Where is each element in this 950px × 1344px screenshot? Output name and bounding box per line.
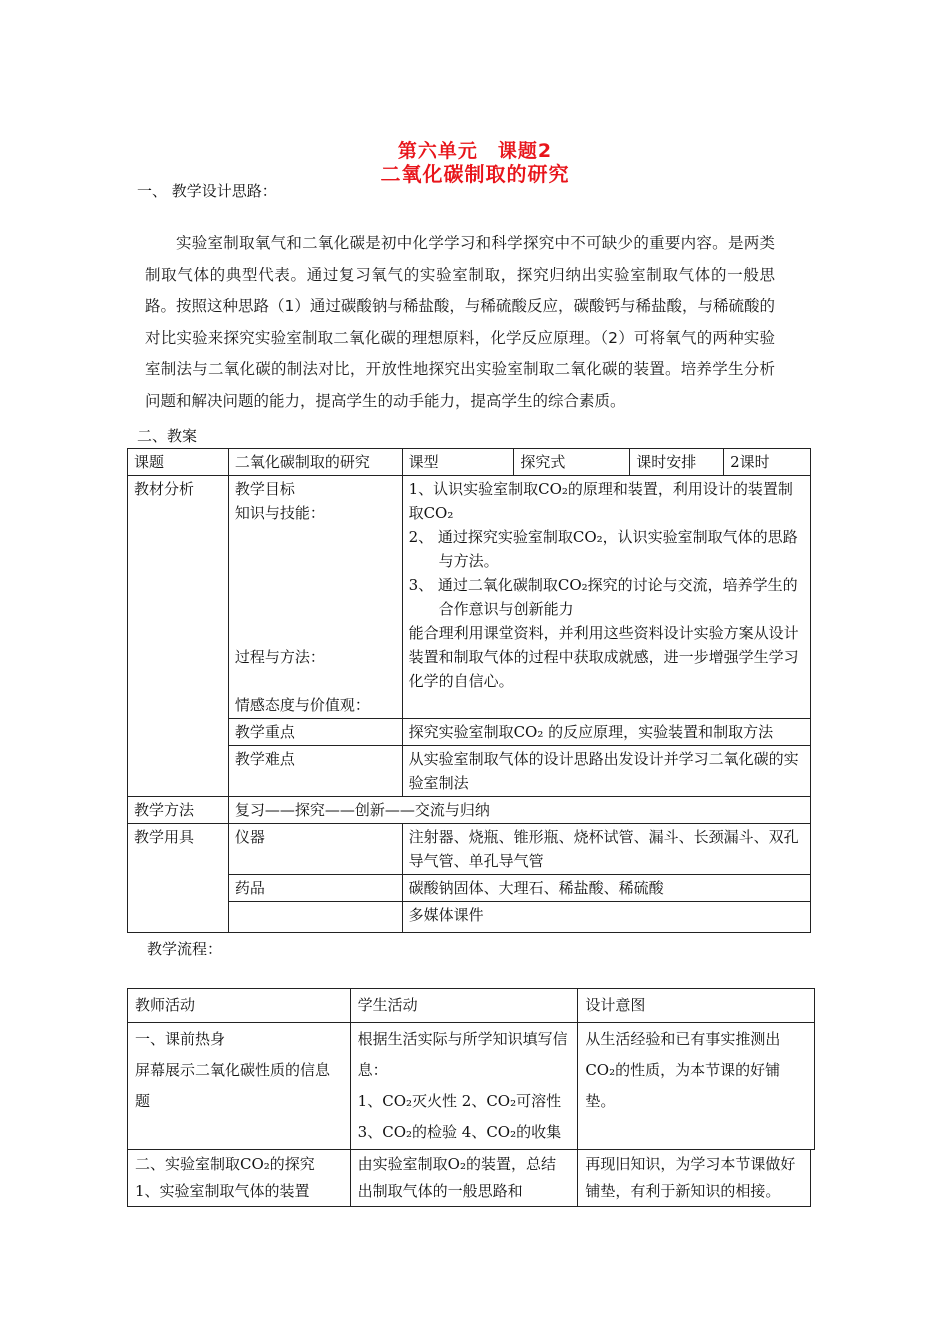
section-heading-design: 一、 教学设计思路： <box>137 182 277 200</box>
teacher-line: 1、实验室制取气体的装置 <box>135 1182 310 1200</box>
table-row <box>128 824 811 875</box>
topic-value: 二氧化碳制取的研究 <box>228 449 402 476</box>
table-row <box>128 449 811 476</box>
knowledge-item: 3、 通过二氧化碳制取CO₂探究的讨论与交流，培养学生的合作意识与创新能力 <box>408 576 798 618</box>
header-student: 学生活动 <box>350 989 578 1023</box>
teacher-line: 二、实验室制取CO₂的探究 <box>135 1155 315 1173</box>
goals-label: 教学目标 <box>234 480 295 498</box>
section-heading-plan: 二、教案 <box>137 427 198 445</box>
empty-cell <box>228 902 402 933</box>
process-label: 过程与方法： <box>234 648 325 666</box>
lesson-type-value: 探究式 <box>514 449 630 476</box>
key-point-text: 探究实验室制取CO₂ 的反应原理，实验装置和制取方法 <box>402 719 810 746</box>
page-title-unit: 第六单元 课题2 <box>397 140 553 162</box>
table-row <box>128 746 811 797</box>
knowledge-label: 知识与技能： <box>234 504 325 522</box>
instruments-value: 注射器、烧瓶、锥形瓶、烧杯试管、漏斗、长颈漏斗、双孔导气管、单孔导气管 <box>402 824 810 875</box>
design-intro-paragraph <box>145 228 775 417</box>
process-text: 能合理利用课堂资料，并利用这些资料设计实验方案从设计装置和制取气体的过程中获取成就感，进一步增强学生学习化学的自信心。 <box>408 624 799 690</box>
knowledge-item: 1、认识实验室制取CO₂的原理和装置，利用设计的装置制取CO₂ <box>408 480 793 522</box>
difficulty-label: 教学难点 <box>228 746 402 797</box>
header-intent: 设计意图 <box>578 989 815 1023</box>
teacher-line: 一、课前热身 <box>135 1030 226 1048</box>
student-activity: 由实验室制取O₂的装置，总结出制取气体的一般思路和 <box>350 1150 578 1207</box>
teaching-flow-table-continued <box>127 1149 811 1207</box>
design-intent: 再现旧知识，为学习本节课做好铺垫，有利于新知识的相接。 <box>578 1150 811 1207</box>
student-line: 3、CO₂的检验 4、CO₂的收集 <box>357 1123 562 1141</box>
teacher-line: 屏幕展示二氧化碳性质的信息题 <box>135 1061 331 1110</box>
page-title-topic: 二氧化碳制取的研究 <box>380 162 570 186</box>
goals-content <box>402 476 810 719</box>
intro-text: 实验室制取氧气和二氧化碳是初中化学学习和科学探究中不可缺少的重要内容。是两类制取气体的典型代表。通过复习氧气的实验室制取，探究归纳出实验室制取气体的一般思路。按照这种思路（1）通过碳酸钠与稀盐酸，与稀硫酸反应，碳酸钙与稀盐酸，与稀硫酸的对比实验来探究实验室制取二氧化碳的理想原料，化学反应原理。（2）可将氧气的两种实验室制法与二氧化碳的制法对比，开放性地探究出实验室制取二氧化碳的装置。培养学生分析问题和解决问题的能力，提高学生的动手能力，提高学生的综合素质。 <box>145 234 775 410</box>
table-row <box>128 797 811 824</box>
section-heading-flow: 教学流程： <box>147 940 223 958</box>
tools-label: 教学用具 <box>128 824 229 933</box>
chemicals-label: 药品 <box>228 875 402 902</box>
design-intent: 从生活经验和已有事实推测出CO₂的性质，为本节课的好铺垫。 <box>578 1023 815 1150</box>
chemicals-value: 碳酸钠固体、大理石、稀盐酸、稀硫酸 <box>402 875 810 902</box>
table-row <box>128 1023 815 1150</box>
table-row <box>128 875 811 902</box>
teacher-activity <box>128 1023 351 1150</box>
topic-label: 课题 <box>128 449 229 476</box>
header-teacher: 教师活动 <box>128 989 351 1023</box>
hours-value: 2课时 <box>724 449 811 476</box>
knowledge-item: 2、 通过探究实验室制取CO₂，认识实验室制取气体的思路与方法。 <box>408 528 798 570</box>
table-row <box>128 476 811 719</box>
teaching-flow-table <box>127 988 815 1150</box>
table-row <box>128 902 811 933</box>
analysis-label: 教材分析 <box>128 476 229 797</box>
attitude-label: 情感态度与价值观： <box>234 696 370 714</box>
table-row <box>128 719 811 746</box>
hours-label: 课时安排 <box>630 449 724 476</box>
media-value: 多媒体课件 <box>402 902 810 933</box>
lesson-type-label: 课型 <box>402 449 514 476</box>
lesson-plan-table <box>127 448 811 933</box>
table-row <box>128 989 815 1023</box>
teacher-activity <box>128 1150 351 1207</box>
difficulty-text: 从实验室制取气体的设计思路出发设计并学习二氧化碳的实验室制法 <box>402 746 810 797</box>
student-activity <box>350 1023 578 1150</box>
student-line: 1、CO₂灭火性 2、CO₂可溶性 <box>357 1092 562 1110</box>
method-label: 教学方法 <box>128 797 229 824</box>
table-row <box>128 1150 811 1207</box>
method-value: 复习——探究——创新——交流与归纳 <box>228 797 810 824</box>
key-point-label: 教学重点 <box>228 719 402 746</box>
goals-labels <box>228 476 402 719</box>
instruments-label: 仪器 <box>228 824 402 875</box>
student-line: 根据生活实际与所学知识填写信息： <box>357 1030 568 1079</box>
